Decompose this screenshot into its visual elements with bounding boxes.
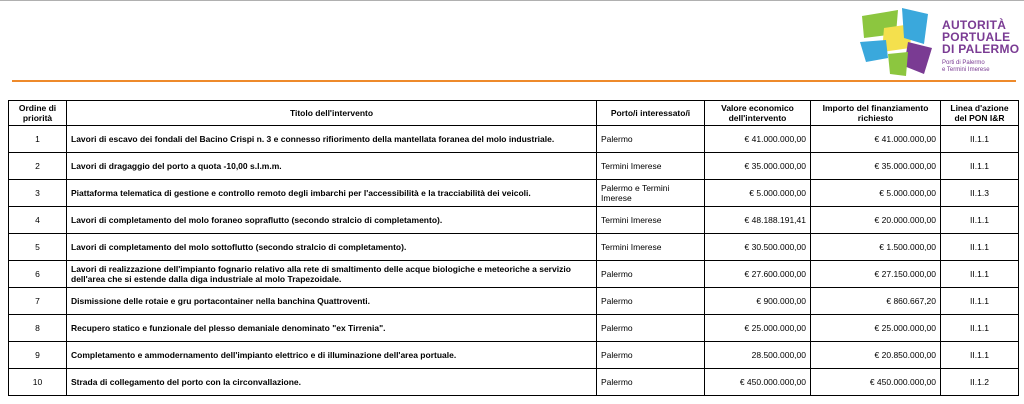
table-row <box>9 342 1019 369</box>
table-row <box>9 180 1019 207</box>
cell-funding: € 1.500.000,00 <box>811 234 941 261</box>
cell-funding: € 25.000.000,00 <box>811 315 941 342</box>
cell-title: Strada di collegamento del porto con la circonvallazione. <box>67 369 597 396</box>
cell-value: € 30.500.000,00 <box>705 234 811 261</box>
table-row <box>9 126 1019 153</box>
header-divider <box>12 80 1016 82</box>
cell-port: Palermo <box>597 369 705 396</box>
cell-title: Lavori di realizzazione dell'impianto fognario relativo alla rete di smaltimento delle acque biologiche e meteoriche a servizio dell'area che si estende dalla diga industriale al molo Trapezoidale. <box>67 261 597 288</box>
cell-order: 3 <box>9 180 67 207</box>
cell-value: € 27.600.000,00 <box>705 261 811 288</box>
top-border-line <box>0 0 1024 1</box>
logo-mark-icon <box>858 4 934 78</box>
cell-order: 2 <box>9 153 67 180</box>
cell-port: Palermo e Termini Imerese <box>597 180 705 207</box>
logo-wordmark <box>942 19 1019 55</box>
logo-sub-line-1: Porti di Palermo <box>942 60 985 66</box>
cell-order: 7 <box>9 288 67 315</box>
cell-title: Piattaforma telematica di gestione e controllo remoto degli imbarchi per l'accessibilità e la tracciabilità dei veicoli. <box>67 180 597 207</box>
cell-line: II.1.1 <box>941 153 1019 180</box>
cell-order: 5 <box>9 234 67 261</box>
cell-port: Termini Imerese <box>597 234 705 261</box>
cell-funding: € 20.000.000,00 <box>811 207 941 234</box>
port-authority-logo <box>858 4 1024 78</box>
cell-title: Completamento e ammodernamento dell'impianto elettrico e di illuminazione dell'area portuale. <box>67 342 597 369</box>
cell-line: II.1.3 <box>941 180 1019 207</box>
cell-funding: € 450.000.000,00 <box>811 369 941 396</box>
cell-funding: € 860.667,20 <box>811 288 941 315</box>
cell-value: € 48.188.191,41 <box>705 207 811 234</box>
table-row <box>9 315 1019 342</box>
cell-funding: € 35.000.000,00 <box>811 153 941 180</box>
cell-value: € 41.000.000,00 <box>705 126 811 153</box>
table-row <box>9 234 1019 261</box>
cell-port: Palermo <box>597 126 705 153</box>
cell-title: Recupero statico e funzionale del plesso demaniale denominato "ex Tirrenia". <box>67 315 597 342</box>
header-port: Porto/i interessato/i <box>597 101 705 126</box>
header-funding: Importo del finanziamento richiesto <box>811 101 941 126</box>
cell-port: Palermo <box>597 288 705 315</box>
table-row <box>9 207 1019 234</box>
cell-funding: € 41.000.000,00 <box>811 126 941 153</box>
cell-title: Lavori di completamento del molo foraneo sopraflutto (secondo stralcio di completamento). <box>67 207 597 234</box>
cell-order: 10 <box>9 369 67 396</box>
logo-subtitle <box>942 60 990 74</box>
cell-line: II.1.1 <box>941 288 1019 315</box>
table-row <box>9 288 1019 315</box>
table-row <box>9 261 1019 288</box>
header-title: Titolo dell'intervento <box>67 101 597 126</box>
header-order: Ordine di priorità <box>9 101 67 126</box>
cell-value: 28.500.000,00 <box>705 342 811 369</box>
cell-title: Lavori di dragaggio del porto a quota -10,00 s.l.m.m. <box>67 153 597 180</box>
logo-line-3: DI PALERMO <box>942 42 1020 56</box>
cell-title: Lavori di escavo dei fondali del Bacino Crispi n. 3 e connesso rifiorimento della mantellata foranea del molo industriale. <box>67 126 597 153</box>
logo-line-2: PORTUALE <box>942 30 1011 44</box>
cell-funding: € 5.000.000,00 <box>811 180 941 207</box>
cell-value: € 900.000,00 <box>705 288 811 315</box>
cell-order: 6 <box>9 261 67 288</box>
cell-line: II.1.1 <box>941 342 1019 369</box>
cell-value: € 25.000.000,00 <box>705 315 811 342</box>
cell-order: 1 <box>9 126 67 153</box>
logo-line-1: AUTORITÀ <box>942 18 1007 32</box>
cell-title: Dismissione delle rotaie e gru portacontainer nella banchina Quattroventi. <box>67 288 597 315</box>
table-header-row <box>9 101 1019 126</box>
table-row <box>9 153 1019 180</box>
cell-value: € 450.000.000,00 <box>705 369 811 396</box>
cell-line: II.1.1 <box>941 234 1019 261</box>
cell-port: Palermo <box>597 342 705 369</box>
header-value: Valore economico dell'intervento <box>705 101 811 126</box>
cell-port: Palermo <box>597 261 705 288</box>
cell-line: II.1.1 <box>941 207 1019 234</box>
cell-line: II.1.1 <box>941 315 1019 342</box>
cell-line: II.1.2 <box>941 369 1019 396</box>
cell-line: II.1.1 <box>941 261 1019 288</box>
priority-table <box>8 100 1019 396</box>
cell-title: Lavori di completamento del molo sottoflutto (secondo stralcio di completamento). <box>67 234 597 261</box>
cell-funding: € 20.850.000,00 <box>811 342 941 369</box>
table-row <box>9 369 1019 396</box>
header-line: Linea d'azione del PON I&R <box>941 101 1019 126</box>
cell-port: Termini Imerese <box>597 207 705 234</box>
cell-value: € 35.000.000,00 <box>705 153 811 180</box>
cell-funding: € 27.150.000,00 <box>811 261 941 288</box>
logo-sub-line-2: e Termini Imerese <box>942 67 990 73</box>
cell-order: 8 <box>9 315 67 342</box>
cell-order: 9 <box>9 342 67 369</box>
cell-line: II.1.1 <box>941 126 1019 153</box>
cell-order: 4 <box>9 207 67 234</box>
cell-port: Termini Imerese <box>597 153 705 180</box>
cell-port: Palermo <box>597 315 705 342</box>
cell-value: € 5.000.000,00 <box>705 180 811 207</box>
